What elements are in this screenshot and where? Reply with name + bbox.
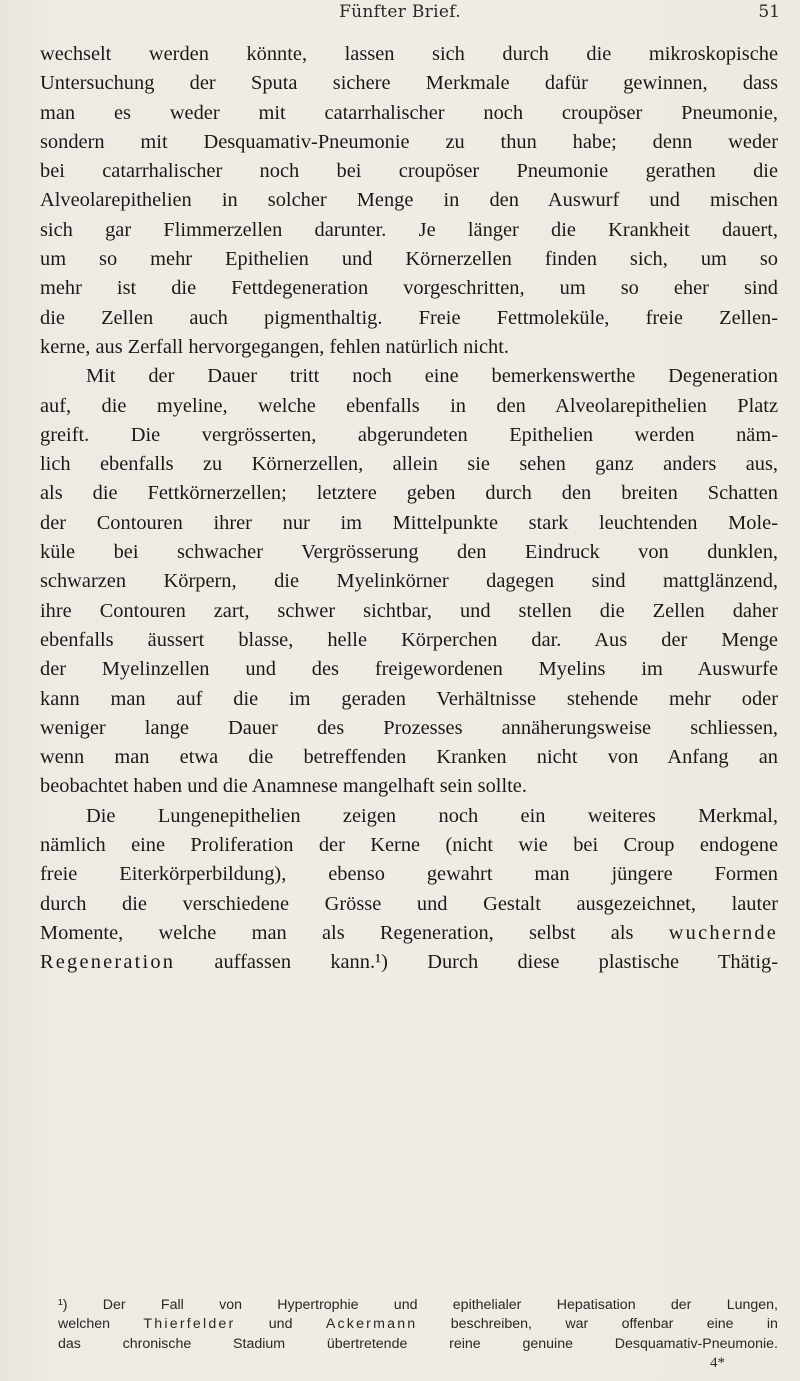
text-line (40, 919, 778, 948)
text-line: man es weder mit catarrhalischer noch croupöser Pneumonie, (40, 101, 778, 124)
author-name: Ackermann (325, 1316, 418, 1333)
footnote-text: und (268, 1316, 293, 1333)
text-line (40, 948, 778, 977)
text-line: freie Eiterkörperbildung), ebenso gewahrt man jüngere Formen (40, 863, 778, 886)
text-line: Mit der Dauer tritt noch eine bemerkenswerthe Degeneration (86, 365, 778, 388)
text-line: sondern mit Desquamativ-Pneumonie zu thun habe; denn weder (40, 130, 778, 153)
text-run: Momente, welche man als Regeneration, selbst als (40, 921, 634, 944)
text-line: um so mehr Epithelien und Körnerzellen finden sich, um so (40, 248, 778, 271)
text-line: beobachtet haben und die Anamnese mangelhaft sein sollte. (40, 775, 527, 798)
footnote-line: ¹) Der Fall von Hypertrophie und epithelialer Hepatisation der Lungen, (58, 1297, 778, 1313)
signature-mark: 4* (710, 1355, 725, 1371)
text-line: küle bei schwacher Vergrösserung den Eindruck von dunklen, (40, 541, 778, 564)
text-line: bei catarrhalischer noch bei croupöser Pneumonie gerathen die (40, 160, 778, 183)
page-number: 51 (758, 2, 780, 22)
footnote-text: beschreiben, war offenbar eine in (450, 1316, 778, 1333)
text-run: auffassen kann.¹) Durch diese plastische Thätig- (214, 951, 778, 974)
text-line: weniger lange Dauer des Prozesses annäherungsweise schliessen, (40, 716, 778, 739)
text-line: mehr ist die Fettdegeneration vorgeschritten, um so eher sind (40, 277, 778, 300)
footnote-line: das chronische Stadium übertretende reine genuine Desquamativ-Pneumonie. (58, 1335, 778, 1352)
text-line: ebenfalls äussert blasse, helle Körperchen dar. Aus der Menge (40, 628, 778, 651)
footnote-text: welchen (58, 1316, 111, 1333)
text-line: die Zellen auch pigmenthaltig. Freie Fettmoleküle, freie Zellen- (40, 306, 778, 329)
text-line: sich gar Flimmerzellen darunter. Je länger die Krankheit dauert, (40, 218, 778, 241)
text-line: Alveolarepithelien in solcher Menge in den Auswurf und mischen (40, 189, 778, 212)
footnote (58, 1296, 778, 1354)
running-head: Fünfter Brief. (339, 2, 461, 22)
page-header (0, 2, 800, 30)
text-line: greift. Die vergrösserten, abgerundeten Epithelien werden näm- (40, 423, 778, 446)
text-line: der Contouren ihrer nur im Mittelpunkte stark leuchtenden Mole- (40, 511, 778, 534)
body-text (40, 40, 778, 978)
emphasis-text: wuchernde (668, 921, 778, 944)
text-line: wenn man etwa die betreffenden Kranken nicht von Anfang an (40, 746, 778, 769)
text-line: kann man auf die im geraden Verhältnisse stehende mehr oder (40, 687, 778, 710)
footnote-line (58, 1315, 778, 1334)
emphasis-text: Regeneration (40, 951, 176, 974)
text-line: der Myelinzellen und des freigewordenen Myelins im Auswurfe (40, 658, 778, 681)
text-line: schwarzen Körpern, die Myelinkörner dagegen sind mattglänzend, (40, 570, 778, 593)
text-line: auf, die myeline, welche ebenfalls in den Alveolarepithelien Platz (40, 394, 778, 417)
text-line: nämlich eine Proliferation der Kerne (nicht wie bei Croup endogene (40, 834, 778, 857)
text-line: kerne, aus Zerfall hervorgegangen, fehlen natürlich nicht. (40, 335, 509, 358)
text-line: als die Fettkörnerzellen; letztere geben durch den breiten Schatten (40, 482, 778, 505)
text-line: Die Lungenepithelien zeigen noch ein weiteres Merkmal, (86, 804, 778, 827)
text-line: lich ebenfalls zu Körnerzellen, allein sie sehen ganz anders aus, (40, 453, 778, 476)
text-line: durch die verschiedene Grösse und Gestalt ausgezeichnet, lauter (40, 892, 778, 915)
author-name: Thierfelder (143, 1316, 236, 1333)
text-line: ihre Contouren zart, schwer sichtbar, und stellen die Zellen daher (40, 599, 778, 622)
text-line: wechselt werden könnte, lassen sich durch die mikroskopische (40, 43, 778, 65)
text-line: Untersuchung der Sputa sichere Merkmale dafür gewinnen, dass (40, 72, 778, 95)
